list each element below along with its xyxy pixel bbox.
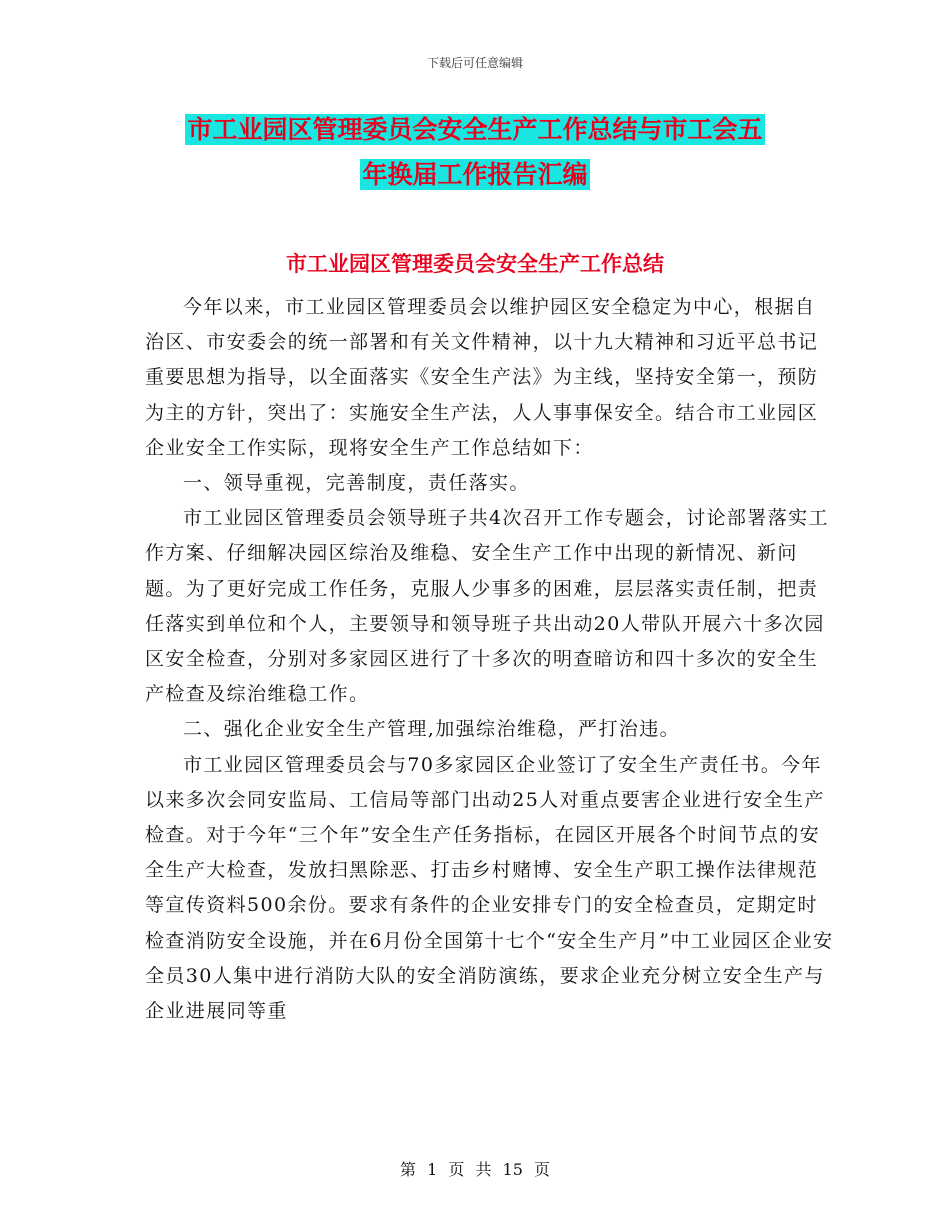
title-highlight-1: 市工业园区管理委员会安全生产工作总结与市工会五: [187, 115, 763, 144]
header-note: 下载后可任意编辑: [426, 56, 523, 70]
paragraph-leadership: 市工业园区管理委员会领导班子共4次召开工作专题会，讨论部署落实工作方案、仔细解决园区综治及维稳、安全生产工作中出现的新情况、新问题。为了更好完成工作任务，克服人少事多的困难，层层落实责任制，把责任落实到单位和个人，主要领导和领导班子共出动20人带队开展六十多次园区安全检查，分别对多家园区进行了十多次的明查暗访和四十多次的安全生产检查及综治维稳工作。: [145, 507, 829, 706]
heading-two: 二、强化企业安全生产管理,加强综治维稳，严打治违。: [183, 718, 681, 741]
title-highlight-2: 年换届工作报告汇编: [362, 160, 588, 189]
section-title: 市工业园区管理委员会安全生产工作总结: [286, 252, 664, 276]
paragraph-management: 市工业园区管理委员会与70多家园区企业签订了安全生产责任书。今年以来多次会同安监局、工信局等部门出动25人对重点要害企业进行安全生产检查。对于今年“三个年”安全生产任务指标，在园区开展各个时间节点的安全生产大检查，发放扫黑除恶、打击乡村赌博、安全生产职工操作法律规范等宣传资料500余份。要求有条件的企业安排专门的安全检查员，定期定时检查消防安全设施，并在6月份全国第十七个“安全生产月”中工业园区企业安全员30人集中进行消防大队的安全消防演练，要求企业充分树立安全生产与企业进展同等重: [145, 753, 834, 1023]
page-footer: 第 1 页 共 15 页: [400, 1160, 550, 1179]
document-title-line-1: [0, 110, 950, 146]
document-body: [145, 290, 835, 1029]
paragraph-intro: 今年以来，市工业园区管理委员会以维护园区安全稳定为中心，根据自治区、市安委会的统一部署和有关文件精神，以十九大精神和习近平总书记重要思想为指导，以全面落实《安全生产法》为主线，坚持安全第一，预防为主的方针，突出了：实施安全生产法，人人事事保安全。结合市工业园区企业安全工作实际，现将安全生产工作总结如下：: [145, 296, 819, 459]
document-title-line-2: [0, 155, 950, 191]
heading-one: 一、领导重视，完善制度，责任落实。: [183, 472, 530, 495]
